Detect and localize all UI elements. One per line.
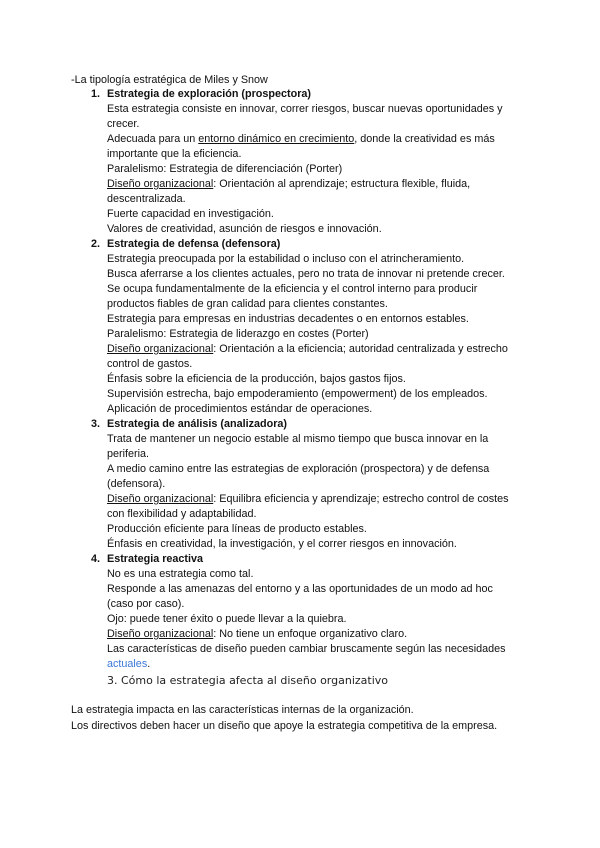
strategy-line <box>107 402 531 417</box>
underlined-term: Diseño organizacional <box>107 493 214 505</box>
line-text: Ojo: puede tener éxito o puede llevar a la quiebra. <box>107 613 347 625</box>
line-text: : Orientación a la eficiencia; autoridad centralizada y estrecho <box>213 343 508 355</box>
line-text: Énfasis en creatividad, la investigación, y el correr riesgos en innovación. <box>107 538 457 550</box>
line-text: Estrategia preocupada por la estabilidad o incluso con el atrincheramiento. <box>107 253 465 265</box>
line-text: Paralelismo: Estrategia de diferenciación (Porter) <box>107 163 343 175</box>
line-text: , donde la creatividad es más <box>354 133 495 145</box>
strategy-title: Estrategia de análisis (analizadora) <box>107 418 288 430</box>
strategy-line <box>107 537 531 552</box>
strategy-line <box>107 222 531 237</box>
line-text: Las características de diseño pueden cambiar bruscamente según las necesidades <box>107 643 506 655</box>
line-text: Estrategia para empresas en industrias decadentes o en entornos estables. <box>107 313 469 325</box>
line-text: productos fiables de gran calidad para clientes constantes. <box>107 298 388 310</box>
line-text: importante que la eficiencia. <box>107 148 242 160</box>
line-text: Esta estrategia consiste en innovar, correr riesgos, buscar nuevas oportunidades y <box>107 103 503 115</box>
strategy-line <box>107 312 531 327</box>
intro-line: -La tipología estratégica de Miles y Snow <box>71 74 268 86</box>
line-text: con flexibilidad y adaptabilidad. <box>107 508 257 520</box>
list-number: 2. <box>91 238 101 250</box>
line-text: Fuerte capacidad en investigación. <box>107 208 274 220</box>
line-text: . <box>147 658 151 670</box>
line-text: Énfasis sobre la eficiencia de la producción, bajos gastos fijos. <box>107 373 406 385</box>
strategy-line <box>107 642 531 657</box>
line-text: : Equilibra eficiencia y aprendizaje; estrecho control de costes <box>213 493 509 505</box>
text-link[interactable]: actuales <box>107 658 148 670</box>
strategy-line <box>107 342 531 357</box>
line-text: crecer. <box>107 118 140 130</box>
strategy-line <box>107 522 531 537</box>
strategy-line <box>107 477 531 492</box>
strategy-line <box>107 267 531 282</box>
strategy-line <box>107 432 531 447</box>
strategy-line <box>107 192 531 207</box>
paragraph: La estrategia impacta en las características internas de la organización. <box>71 704 414 716</box>
strategy-line <box>107 327 531 342</box>
strategy-item <box>91 87 531 237</box>
strategy-line <box>107 627 531 642</box>
strategy-title: Estrategia reactiva <box>107 553 204 565</box>
strategy-item <box>91 237 531 417</box>
strategy-line <box>107 597 531 612</box>
strategy-line <box>107 297 531 312</box>
section-heading: 3. Cómo la estrategia afecta al diseño organizativo <box>107 674 389 687</box>
line-text: (caso por caso). <box>107 598 185 610</box>
strategy-line <box>107 507 531 522</box>
line-text: control de gastos. <box>107 358 193 370</box>
line-text: : Orientación al aprendizaje; estructura flexible, fluida, <box>213 178 471 190</box>
list-number: 3. <box>91 418 101 430</box>
strategy-line <box>107 372 531 387</box>
list-number: 1. <box>91 88 101 100</box>
strategy-line <box>107 132 531 147</box>
list-number: 4. <box>91 553 101 565</box>
strategy-item <box>91 552 531 672</box>
line-text: Aplicación de procedimientos estándar de operaciones. <box>107 403 373 415</box>
strategy-title: Estrategia de exploración (prospectora) <box>107 88 311 100</box>
strategy-line <box>107 492 531 507</box>
strategy-item <box>91 417 531 552</box>
strategy-line <box>107 612 531 627</box>
line-text: Trata de mantener un negocio estable al mismo tiempo que busca innovar en la <box>107 433 489 445</box>
strategy-line <box>107 162 531 177</box>
strategy-title: Estrategia de defensa (defensora) <box>107 238 281 250</box>
underlined-term: entorno dinámico en crecimiento <box>198 133 355 145</box>
line-text: Adecuada para un <box>107 133 199 145</box>
line-text: Valores de creatividad, asunción de riesgos e innovación. <box>107 223 382 235</box>
strategy-list <box>91 87 531 672</box>
line-text: Producción eficiente para líneas de producto estables. <box>107 523 367 535</box>
line-text: descentralizada. <box>107 193 186 205</box>
strategy-line <box>107 117 531 132</box>
strategy-line <box>107 462 531 477</box>
strategy-line <box>107 177 531 192</box>
strategy-line <box>107 282 531 297</box>
underlined-term: Diseño organizacional <box>107 178 214 190</box>
paragraph: Los directivos deben hacer un diseño que apoye la estrategia competitiva de la empresa. <box>71 720 498 732</box>
strategy-line <box>107 357 531 372</box>
strategy-line <box>107 582 531 597</box>
line-text: periferia. <box>107 448 150 460</box>
line-text: Supervisión estrecha, bajo empoderamiento (empowerment) de los empleados. <box>107 388 488 400</box>
line-text: No es una estrategia como tal. <box>107 568 254 580</box>
strategy-line <box>107 387 531 402</box>
strategy-line <box>107 252 531 267</box>
line-text: Responde a las amenazas del entorno y a las oportunidades de un modo ad hoc <box>107 583 493 595</box>
line-text: (defensora). <box>107 478 166 490</box>
strategy-line <box>107 147 531 162</box>
strategy-line <box>107 567 531 582</box>
underlined-term: Diseño organizacional <box>107 628 214 640</box>
strategy-line <box>107 657 531 672</box>
strategy-line <box>107 207 531 222</box>
strategy-line <box>107 102 531 117</box>
line-text: Paralelismo: Estrategia de liderazgo en costes (Porter) <box>107 328 369 340</box>
line-text: : No tiene un enfoque organizativo claro. <box>213 628 408 640</box>
underlined-term: Diseño organizacional <box>107 343 214 355</box>
line-text: Busca aferrarse a los clientes actuales, pero no trata de innovar ni pretende crecer. <box>107 268 505 280</box>
line-text: A medio camino entre las estrategias de exploración (prospectora) y de defensa <box>107 463 490 475</box>
strategy-line <box>107 447 531 462</box>
line-text: Se ocupa fundamentalmente de la eficiencia y el control interno para producir <box>107 283 478 295</box>
